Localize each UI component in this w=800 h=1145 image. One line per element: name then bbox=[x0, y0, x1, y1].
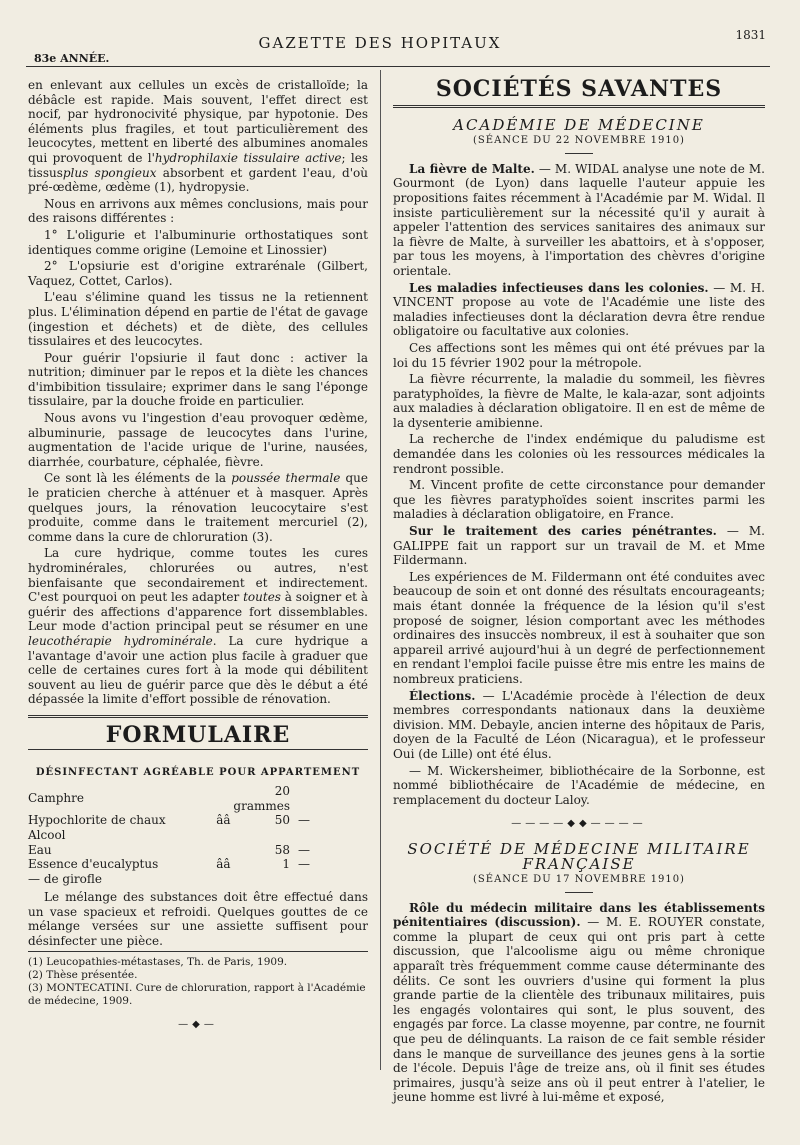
left-column bbox=[28, 78, 368, 1042]
formula-table bbox=[28, 784, 368, 886]
left-paragraph-9: La cure hydrique, comme toutes les cures hydrominérales, chlorurées ou autres, n'est bienfaisante que secondairement et indirectement. C'est pourquoi on peut les adapter toutes à soigner et à guérir des affections d'apparence fort dissemblables. Leur mode d'action principal peut se résumer en une leucothérapie hydrominérale. La cure hydrique a l'avantage d'avoir une action plus facile à graduer que celle de certaines cures fort à la mode qui débilitent souvent au lieu de guérir parce que dès le début a été dépassée la limite d'effort possible de rénovation. bbox=[28, 546, 368, 707]
academie-paragraph-10: — M. Wickersheimer, bibliothécaire de la Sorbonne, est nommé bibliothécaire de l'Académie de médecine, en remplacement du docteur Laloy. bbox=[393, 763, 765, 807]
left-paragraph-6: Pour guérir l'opsiurie il faut donc : activer la nutrition; diminuer par le repos et la diète les chances d'imbibition tissulaire; exprimer dans le sang l'éponge tissulaire, par la douche froide en particulier. bbox=[28, 350, 368, 409]
formula-row: — de girofle bbox=[28, 871, 102, 886]
page-number: 1831 bbox=[735, 28, 766, 42]
militaire-title: SOCIÉTÉ DE MÉDECINE MILITAIRE FRANÇAISE bbox=[407, 839, 751, 873]
column-divider bbox=[380, 70, 381, 1070]
academie-title: ACADÉMIE DE MÉDECINE bbox=[453, 115, 705, 134]
academie-paragraph-7: Sur le traitement des caries pénétrantes. — M. GALIPPE fait un rapport sur un travail de M. et Mme Fildermann. bbox=[393, 524, 765, 568]
footnote-1: (1) Leucopathies-métastases, Th. de Paris, 1909. bbox=[28, 955, 288, 968]
left-paragraph-5: L'eau s'élimine quand les tissus ne la retiennent plus. L'élimination dépend en partie de l'état de gavage (ingestion et déchets) et de diète, des cellules tissulaires et des leucocytes. bbox=[28, 290, 368, 349]
formulaire-title: FORMULAIRE bbox=[105, 721, 291, 748]
formula-row: Eau 58 — bbox=[28, 842, 310, 857]
academie-paragraph-9: Élections. — L'Académie procède à l'élection de deux membres correspondants nationaux dans la deuxième division. MM. Debayle, ancien interne des hôpitaux de Paris, doyen de la Faculté de Léon (Nicaragua), et le professeur Oui (de Lille) ont été élus. bbox=[393, 688, 765, 761]
formula-row: Alcool bbox=[28, 827, 66, 842]
militaire-paragraph-1: Rôle du médecin militaire dans les établissements pénitentiaires (discussion). — M. E. ROUYER constate, comme la plupart de ceux qui ont pris part à cette discussion, que l'alcoolisme aigu ou même chronique apparaît très fréquemment comme cause déterminante des délits. Ce sont les ouvriers d'usine qui forment la plus grande partie de la clientèle des tribunaux militaires, puis les engagés volontaires qui sont, le plus souvent, des engagés par force. La classe moyenne, par contre, ne fournit que peu de délinquants. La raison de ce fait semble résider dans le manque de surveillance des jeunes gens à la sortie de l'école. Depuis l'âge de treize ans, où il finit ses études primaires, jusqu'à seize ans où il peut entrer à l'atelier, le jeune homme est livré à lui-même et exposé, bbox=[393, 900, 766, 1105]
formula-row: Camphre 20 grammes bbox=[28, 784, 290, 813]
journal-title: GAZETTE DES HOPITAUX bbox=[258, 34, 502, 52]
academie-paragraph-1: La fièvre de Malte. — M. WIDAL analyse une note de M. Gourmont (de Lyon) dans laquelle l'auteur appuie les propositions faites récemment à l'Académie par M. Widal. Il insiste particulièrement sur la nécessité qu'il y aurait à appeler l'attention des services sanitaires des animaux sur la fièvre de Malte, à surveiller les abattoirs, et à s'opposer, par tous les moyens, à l'importation des chèvres d'origine orientale. bbox=[393, 161, 765, 278]
academie-paragraph-6: M. Vincent profite de cette circonstance pour demander que les fièvres paratyphoïdes soient inscrites parmi les maladies à déclaration obligatoire, en France. bbox=[393, 478, 765, 522]
formulaire-subtitle: DÉSINFECTANT AGRÉABLE POUR APPARTEMENT bbox=[35, 766, 361, 778]
left-paragraph-3: 1° L'oligurie et l'albuminurie orthostatiques sont identiques comme origine (Lemoine et Linossier) bbox=[28, 227, 368, 257]
academie-rule bbox=[565, 153, 593, 154]
formulaire-rule bbox=[28, 749, 368, 750]
page-header bbox=[0, 0, 800, 70]
militaire-rule bbox=[565, 892, 593, 893]
formula-row: Essence d'eucalyptus ââ 1 — bbox=[28, 857, 310, 872]
header-rule bbox=[26, 66, 770, 67]
left-paragraph-1: en enlevant aux cellules un excès de cristalloïde; la débâcle est rapide. Mais souvent, l'effet direct est nocif, par hydronocivité physique, par hypotonie. Des éléments plus fragiles, et tout particulièrement des leucocytes, mettent en liberté des albumines anomales qui provoquent de l'hydrophilaxie tissulaire active; les tissusplus spongieux absorbent et gardent l'eau, d'où pré-œdème, œdème (1), hydropysie. bbox=[28, 78, 368, 195]
left-paragraph-4: 2° L'opsiurie est d'origine extrarénale (Gilbert, Vaquez, Cottet, Carlos). bbox=[28, 259, 368, 288]
year-label: 83e ANNÉE. bbox=[34, 52, 110, 65]
societes-title: SOCIÉTÉS SAVANTES bbox=[435, 76, 723, 102]
formulaire-instructions: Le mélange des substances doit être effectué dans un vase spacieux et refroidi. Quelques gouttes de ce mélange versées sur une assiette suffisent pour désinfecter une pièce. bbox=[28, 890, 368, 949]
right-column bbox=[393, 72, 765, 1107]
academie-paragraph-4: La fièvre récurrente, la maladie du sommeil, les fièvres paratyphoïdes, la fièvre de Malte, le kala-azar, sont adjoints aux maladies à déclaration obligatoire. Il en est de même de la dysenterie amibienne. bbox=[393, 372, 765, 430]
footnotes bbox=[28, 956, 368, 1008]
formula-row: Hypochlorite de chaux ââ 50 — bbox=[28, 813, 310, 828]
left-paragraph-8: Ce sont là les éléments de la poussée thermale que le praticien cherche à atténuer et à masquer. Après quelques jours, la rénovation leucocytaire s'est produite, comme dans le traitement mercuriel (2), comme dans la cure de chloruration (3). bbox=[28, 471, 369, 544]
left-paragraph-2: Nous en arrivons aux mêmes conclusions, mais pour des raisons différentes : bbox=[28, 196, 368, 226]
left-paragraph-7: Nous avons vu l'ingestion d'eau provoquer œdème, albuminurie, passage de leucocytes dans l'urine, augmentation de l'acide urique de l'urine, nausées, diarrhée, courbature, céphalée, fièvre. bbox=[28, 411, 368, 469]
militaire-seance: (SÉANCE DU 17 NOVEMBRE 1910) bbox=[473, 874, 685, 886]
societes-rule bbox=[393, 105, 765, 108]
academie-paragraph-5: La recherche de l'index endémique du paludisme est demandée dans les colonies où les ressources médicales la rendront possible. bbox=[393, 432, 765, 476]
footnote-rule bbox=[28, 951, 368, 952]
academie-paragraph-3: Ces affections sont les mêmes qui ont été prévues par la loi du 15 février 1902 pour la métropole. bbox=[393, 340, 765, 370]
footnote-2: (2) Thèse présentée. bbox=[28, 968, 138, 981]
section-ornament: ————◆◆———— bbox=[511, 818, 647, 830]
academie-paragraph-2: Les maladies infectieuses dans les colonies. — M. H. VINCENT propose au vote de l'Académie une liste des maladies infectieuses dont la déclaration devra être rendue obligatoire ou facultative aux colonies. bbox=[393, 280, 765, 339]
academie-seance: (SÉANCE DU 22 NOVEMBRE 1910) bbox=[473, 135, 685, 147]
academie-paragraph-8: Les expériences de M. Fildermann ont été conduites avec beaucoup de soin et ont donné des résultats encourageants; mais étant donnée la fréquence de la lésion qu'il s'est proposé de soigner, lésion comportant avec les méthodes ordinaires des insuccès nombreux, il est à souhaiter que son appareil arrivé aujourd'hui à un degré de perfectionnement en rendant l'emploi facile puisse être mis entre les mains de nombreux praticiens. bbox=[393, 569, 765, 686]
end-ornament: —◆— bbox=[178, 1018, 218, 1030]
footnote-3: (3) MONTECATINI. Cure de chloruration, rapport à l'Académie de médecine, 1909. bbox=[28, 981, 366, 1007]
section-rule bbox=[28, 715, 368, 718]
